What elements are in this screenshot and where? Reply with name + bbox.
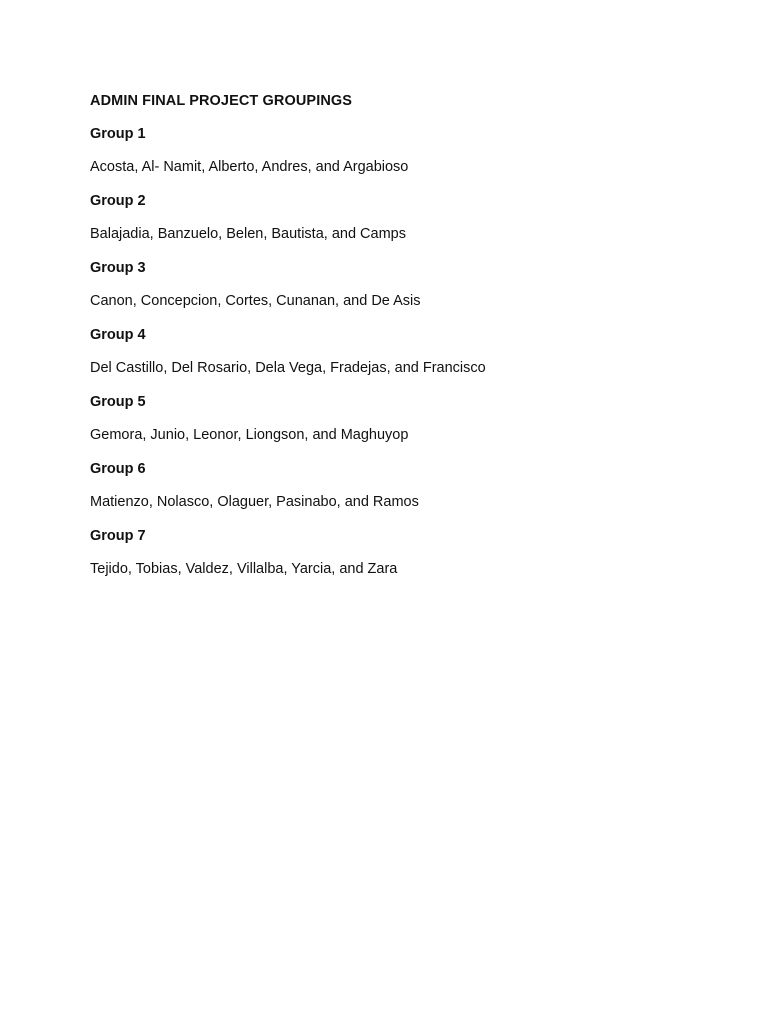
group-members: Balajadia, Banzuelo, Belen, Bautista, and Camps	[90, 226, 406, 242]
group-members: Del Castillo, Del Rosario, Dela Vega, Fradejas, and Francisco	[90, 360, 486, 376]
group-members: Gemora, Junio, Leonor, Liongson, and Maghuyop	[90, 427, 409, 443]
group-section	[90, 326, 730, 377]
group-heading: Group 2	[90, 193, 146, 209]
group-section	[90, 259, 730, 310]
group-section	[90, 460, 730, 511]
group-section	[90, 393, 730, 444]
document-title: ADMIN FINAL PROJECT GROUPINGS	[90, 93, 353, 109]
group-section	[90, 527, 730, 578]
group-section	[90, 125, 730, 176]
group-heading: Group 4	[90, 327, 146, 343]
group-heading: Group 7	[90, 528, 146, 544]
group-members: Matienzo, Nolasco, Olaguer, Pasinabo, and Ramos	[90, 494, 419, 510]
group-members: Tejido, Tobias, Valdez, Villalba, Yarcia, and Zara	[90, 561, 398, 577]
group-members: Canon, Concepcion, Cortes, Cunanan, and De Asis	[90, 293, 421, 309]
group-heading: Group 1	[90, 126, 146, 142]
document-content	[90, 92, 730, 594]
group-heading: Group 6	[90, 461, 146, 477]
group-section	[90, 192, 730, 243]
group-members: Acosta, Al- Namit, Alberto, Andres, and Argabioso	[90, 159, 409, 175]
group-heading: Group 5	[90, 394, 146, 410]
group-heading: Group 3	[90, 260, 146, 276]
